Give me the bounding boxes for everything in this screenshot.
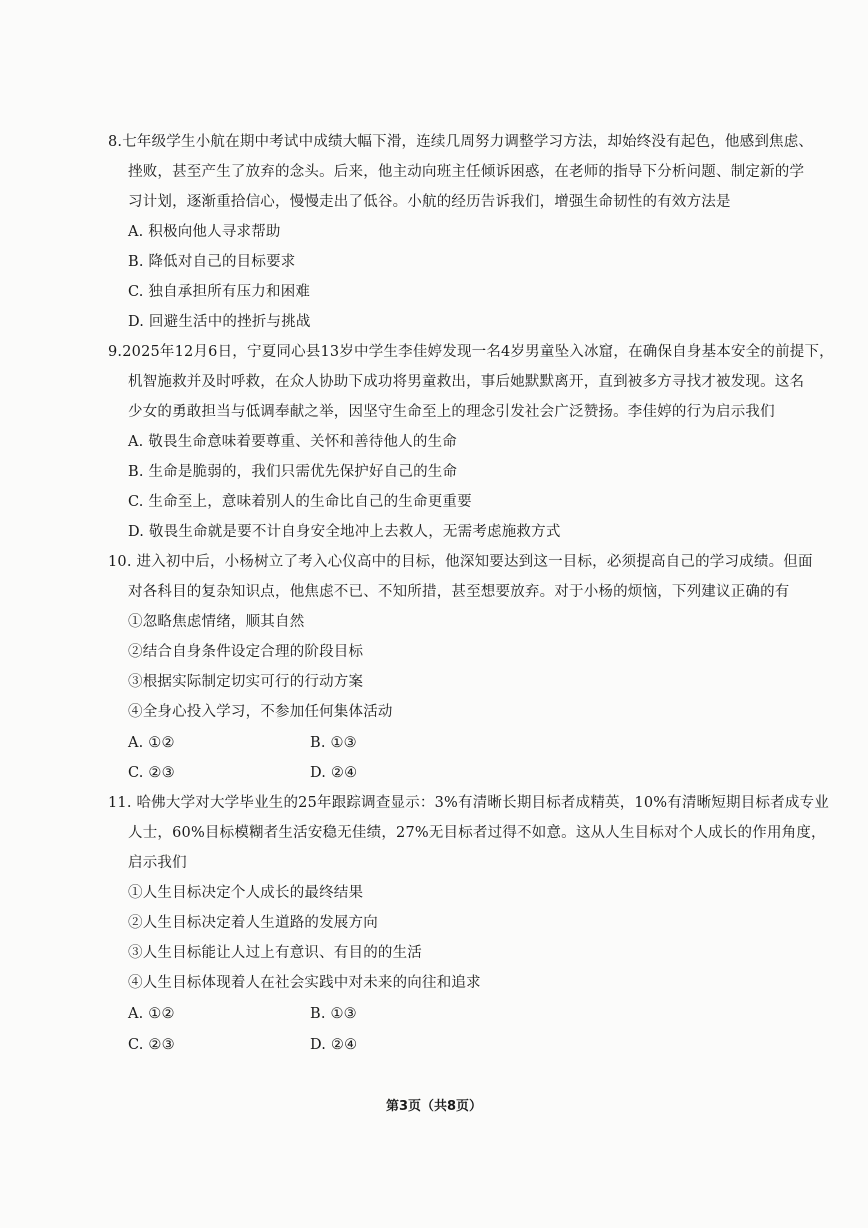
statement-item: ③人生目标能让人过上有意识、有目的的生活 [128, 945, 422, 961]
statement-item: ④全身心投入学习，不参加任何集体活动 [128, 704, 393, 720]
option-a: A. 积极向他人寻求帮助 [128, 224, 281, 240]
option-a: A. ①② [128, 1006, 175, 1022]
option-c: C. 生命至上，意味着别人的生命比自己的生命更重要 [128, 494, 472, 510]
option-d: D. ②④ [310, 1037, 358, 1053]
question-text-line: 11. 哈佛大学对大学毕业生的25年跟踪调查显示：3%有清晰长期目标者成精英，10%有清晰短期目标者成专业 [108, 795, 829, 811]
question-text-line: 习计划，逐渐重拾信心，慢慢走出了低谷。小航的经历告诉我们，增强生命韧性的有效方法是 [128, 194, 731, 210]
option-b: B. 生命是脆弱的，我们只需优先保护好自己的生命 [128, 464, 458, 480]
page-number-footer: 第3页（共8页） [385, 1099, 483, 1114]
statement-item: ①忽略焦虑情绪，顺其自然 [128, 614, 305, 630]
question-text-line: 启示我们 [128, 855, 187, 871]
option-b: B. ①③ [310, 735, 357, 751]
option-a: A. 敬畏生命意味着要尊重、关怀和善待他人的生命 [128, 434, 457, 450]
question-text-line: 人士，60%目标模糊者生活安稳无佳绩，27%无目标者过得不如意。这从人生目标对个人成长的作用角度， [128, 825, 826, 841]
statement-item: ①人生目标决定个人成长的最终结果 [128, 885, 364, 901]
statement-item: ④人生目标体现着人在社会实践中对未来的向往和追求 [128, 975, 481, 991]
question-text-line: 9.2025年12月6日，宁夏同心县13岁中学生李佳婷发现一名4岁男童坠入冰窟，在确保自身基本安全的前提下， [108, 344, 834, 360]
option-b: B. 降低对自己的目标要求 [128, 254, 296, 270]
statement-item: ②结合自身条件设定合理的阶段目标 [128, 644, 364, 660]
statement-item: ③根据实际制定切实可行的行动方案 [128, 674, 364, 690]
question-text-line: 少女的勇敢担当与低调奉献之举，因坚守生命至上的理念引发社会广泛赞扬。李佳婷的行为启示我们 [128, 404, 775, 420]
option-d: D. 敬畏生命就是要不计自身安全地冲上去救人，无需考虑施救方式 [128, 524, 561, 540]
question-text-line: 挫败，甚至产生了放弃的念头。后来，他主动向班主任倾诉困惑，在老师的指导下分析问题、制定新的学 [128, 164, 805, 180]
option-d: D. 回避生活中的挫折与挑战 [128, 314, 311, 330]
option-c: C. 独自承担所有压力和困难 [128, 284, 311, 300]
question-text-line: 10. 进入初中后，小杨树立了考入心仪高中的目标，他深知要达到这一目标，必须提高自己的学习成绩。但面 [108, 554, 813, 570]
option-d: D. ②④ [310, 765, 358, 781]
option-b: B. ①③ [310, 1006, 357, 1022]
option-a: A. ①② [128, 735, 175, 751]
option-c: C. ②③ [128, 765, 175, 781]
option-c: C. ②③ [128, 1037, 175, 1053]
question-text-line: 对各科目的复杂知识点，他焦虑不已、不知所措，甚至想要放弃。对于小杨的烦恼，下列建议正确的有 [128, 584, 790, 600]
statement-item: ②人生目标决定着人生道路的发展方向 [128, 915, 378, 931]
question-text-line: 机智施救并及时呼救，在众人协助下成功将男童救出，事后她默默离开，直到被多方寻找才被发现。这名 [128, 374, 805, 390]
question-text-line: 8.七年级学生小航在期中考试中成绩大幅下滑，连续几周努力调整学习方法，却始终没有起色，他感到焦虑、 [108, 134, 814, 150]
